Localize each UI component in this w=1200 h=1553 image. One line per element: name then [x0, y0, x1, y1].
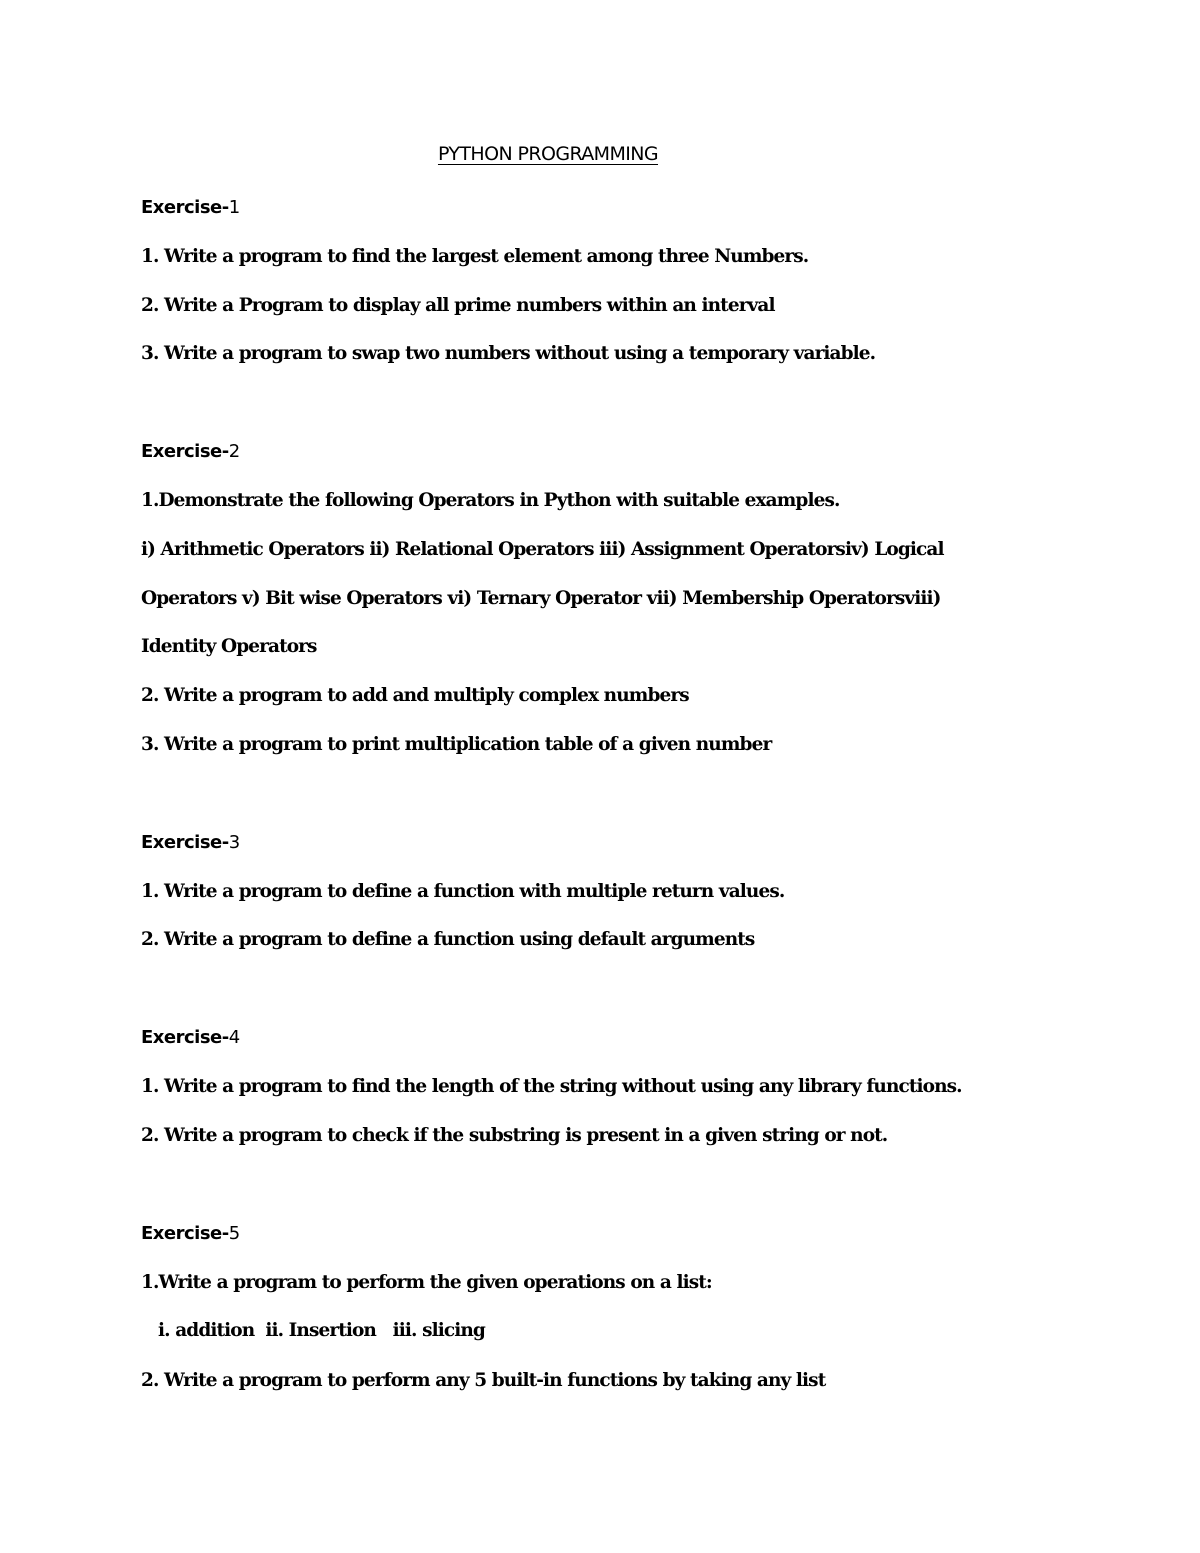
exercise-3-item-2: 2. Write a program to define a function using default arguments — [141, 929, 755, 950]
exercise-2-heading — [141, 443, 240, 461]
exercise-1-label: Exercise- — [141, 197, 229, 218]
exercise-2-label: Exercise- — [141, 441, 229, 462]
exercise-4-number: 4 — [228, 1027, 240, 1048]
exercise-1-item-3: 3. Write a program to swap two numbers without using a temporary variable. — [141, 343, 876, 364]
exercise-4-item-1: 1. Write a program to find the length of the string without using any library functions. — [141, 1076, 962, 1097]
exercise-1-item-1: 1. Write a program to find the largest element among three Numbers. — [141, 246, 809, 267]
exercise-2-number: 2 — [228, 441, 240, 462]
exercise-2-item-5: 2. Write a program to add and multiply complex numbers — [141, 685, 689, 706]
exercise-2-item-3: Operators v) Bit wise Operators vi) Ternary Operator vii) Membership Operatorsviii) — [141, 588, 941, 609]
exercise-1-number: 1 — [228, 197, 240, 218]
exercise-2-item-6: 3. Write a program to print multiplication table of a given number — [141, 734, 772, 755]
exercise-2-item-2: i) Arithmetic Operators ii) Relational Operators iii) Assignment Operatorsiv) Logical — [141, 539, 944, 560]
exercise-5-number: 5 — [228, 1223, 240, 1244]
exercise-1-heading — [141, 199, 240, 217]
exercise-5-item-1: 1.Write a program to perform the given operations on a list: — [141, 1272, 712, 1293]
exercise-2-item-4: Identity Operators — [141, 636, 317, 657]
page-title: PYTHON PROGRAMMING — [437, 143, 659, 165]
exercise-4-label: Exercise- — [141, 1027, 229, 1048]
exercise-1-item-2: 2. Write a Program to display all prime numbers within an interval — [141, 295, 775, 316]
exercise-3-heading — [141, 834, 240, 852]
exercise-5-item-2: i. addition ii. Insertion iii. slicing — [158, 1320, 485, 1341]
exercise-5-item-3: 2. Write a program to perform any 5 built-in functions by taking any list — [141, 1370, 826, 1391]
exercise-4-heading — [141, 1029, 240, 1047]
exercise-4-item-2: 2. Write a program to check if the substring is present in a given string or not. — [141, 1125, 888, 1146]
exercise-5-label: Exercise- — [141, 1223, 229, 1244]
exercise-5-heading — [141, 1225, 240, 1243]
exercise-3-number: 3 — [228, 832, 240, 853]
exercise-2-item-1: 1.Demonstrate the following Operators in Python with suitable examples. — [141, 490, 840, 511]
exercise-3-label: Exercise- — [141, 832, 229, 853]
exercise-3-item-1: 1. Write a program to define a function with multiple return values. — [141, 881, 785, 902]
